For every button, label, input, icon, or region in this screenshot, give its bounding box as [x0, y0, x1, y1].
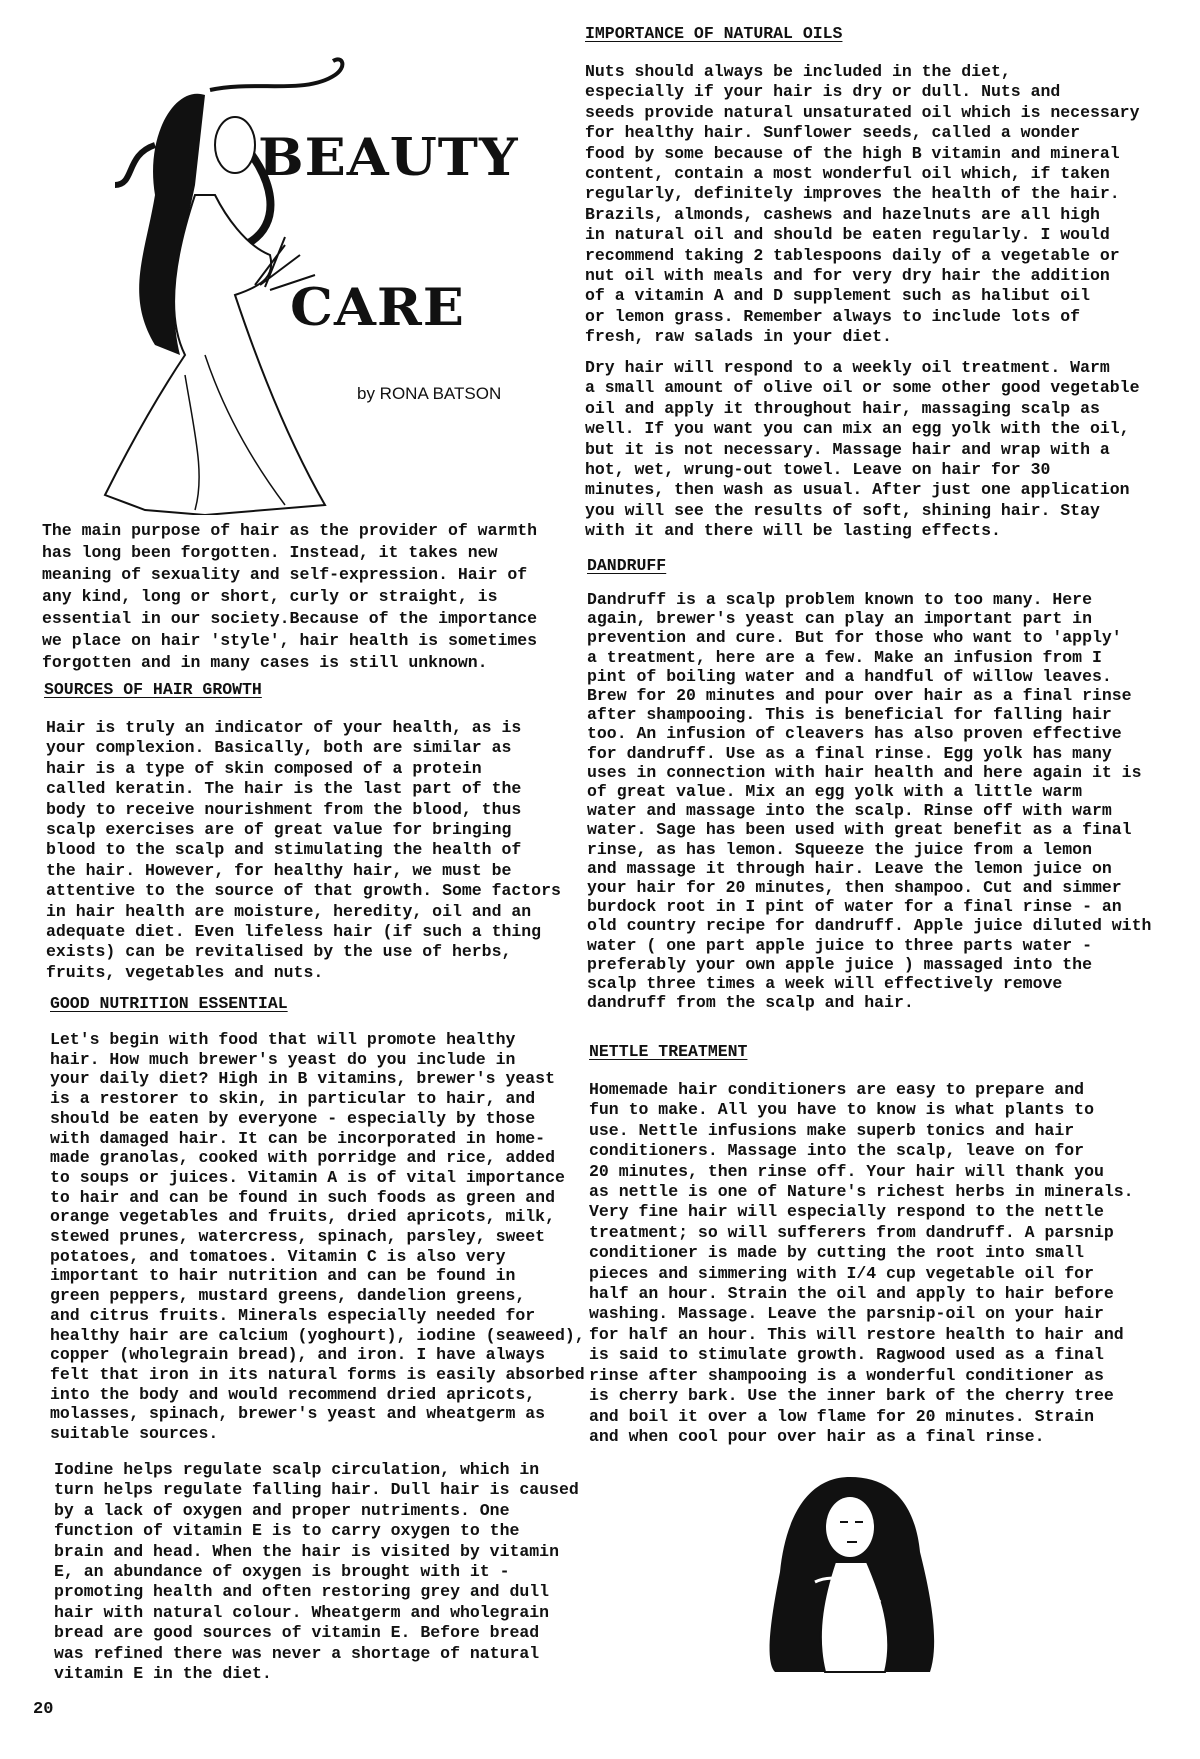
nutrition-paragraph: Let's begin with food that will promote healthy hair. How much brewer's yeast do you include in your daily diet? High in B vitamins, brewer's yeast is a restorer to skin, in particular to hair, and should be eaten by everyone - especially by those with damaged hair. It can be incorporated in home- made granolas, cooked with porridge and rice, added to soups or juices. Vitamin A is of vital importance to hair and can be found in such foods as green and orange vegetables and fruits, dried apricots, milk, stewed prunes, watercress, spinach, parsley, sweet potatoes, and tomatoes. Vitamin C is also very important to hair nutrition and can be found in green peppers, mustard greens, dandelion greens, and citrus fruits. Minerals especially needed for healthy hair are calcium (yoghourt), iodine (seaweed), copper (wholegrain bread), and iron. I have always felt that iron in its natural forms is easily absorbed into the body and would recommend dried apricots, molasses, spinach, brewer's yeast and wheatgerm as suitable sources.: [50, 1030, 585, 1444]
page-number: 20: [33, 1700, 54, 1719]
iodine-paragraph: Iodine helps regulate scalp circulation, which in turn helps regulate falling hair. Dull hair is caused by a lack of oxygen and proper nutriments. One function of vitamin E is to carry oxygen to the brain and head. When the hair is visited by vitamin E, an abundance of oxygen is brought with it - promoting health and often restoring grey and dull hair with natural colour. Wheatgerm and wholegrain bread are good sources of vitamin E. Before bread was refined there was never a shortage of natural vitamin E in the diet.: [54, 1460, 579, 1684]
heading-good-nutrition: GOOD NUTRITION ESSENTIAL: [50, 994, 288, 1013]
title-care: CARE: [290, 276, 465, 338]
heading-dandruff: DANDRUFF: [587, 556, 667, 575]
oils-paragraph: Nuts should always be included in the diet, especially if your hair is dry or dull. Nuts and seeds provide natural unsaturated oil which is necessary for healthy hair. Sunflower seeds, called a wonder food by some because of the high B vitamin and mineral content, contain a most wonderful oil which, if taken regularly, definitely improves the health of the hair. Brazils, almonds, cashews and hazelnuts are all high in natural oil and should be eaten regularly. I would recommend taking 2 tablespoons daily of a vegetable or nut oil with meals and for very dry hair the addition of a vitamin A and D supplement such as halibut oil or lemon grass. Remember always to include lots of fresh, raw salads in your diet.: [585, 62, 1140, 347]
heading-sources-of-hair-growth: SOURCES OF HAIR GROWTH: [44, 680, 262, 699]
nettle-paragraph: Homemade hair conditioners are easy to prepare and fun to make. All you have to know is what plants to use. Nettle infusions make superb tonics and hair conditioners. Massage into the scalp, leave on for 20 minutes, then rinse off. Your hair will thank you as nettle is one of Nature's richest herbs in minerals. Very fine hair will especially respond to the nettle treatment; so will sufferers from dandruff. A parsnip conditioner is made by cutting the root into small pieces and simmering with I/4 cup vegetable oil for half an hour. Strain the oil and apply to hair before washing. Massage. Leave the parsnip-oil on your hair for half an hour. This will restore health to hair and is said to stimulate growth. Ragwood used as a final rinse after shampooing is a wonderful conditioner as is cherry bark. Use the inner bark of the cherry tree and boil it over a low flame for 20 minutes. Strain and when cool pour over hair as a final rinse.: [589, 1080, 1134, 1446]
dandruff-paragraph: Dandruff is a scalp problem known to too many. Here again, brewer's yeast can play an important part in prevention and cure. But for those who want to 'apply' a treatment, here are a few. Make an infusion from I pint of boiling water and a handful of willow leaves. Brew for 20 minutes and pour over hair as a final rinse after shampooing. This is beneficial for falling hair too. An infusion of cleavers has also proven effective for dandruff. Use as a final rinse. Egg yolk has many uses in connection with hair health and here again it is of great value. Mix an egg yolk with a little warm water and massage into the scalp. Rinse off with warm water. Sage has been used with great benefit as a final rinse, as has lemon. Squeeze the juice from a lemon and massage it through hair. Leave the lemon juice on your hair for 20 minutes, then shampoo. Cut and simmer burdock root in I pint of water for a final rinse - an old country recipe for dandruff. Apple juice diluted with water ( one part apple juice to three parts water - preferably your own apple juice ) massaged into the scalp three times a week will effectively remove dandruff from the scalp and hair.: [587, 590, 1152, 1013]
byline: by RONA BATSON: [357, 384, 502, 403]
title-beauty: BEAUTY: [258, 126, 519, 188]
heading-nettle-treatment: NETTLE TREATMENT: [589, 1042, 748, 1061]
dry-hair-paragraph: Dry hair will respond to a weekly oil treatment. Warm a small amount of olive oil or some other good vegetable oil and apply it throughout hair, massaging scalp as well. If you want you can mix an egg yolk with the oil, but it is not necessary. Massage hair and wrap with a hot, wet, wrung-out towel. Leave on hair for 30 minutes, then wash as usual. After just one application you will see the results of soft, shining hair. Stay with it and there will be lasting effects.: [585, 358, 1140, 541]
sources-paragraph: Hair is truly an indicator of your health, as is your complexion. Basically, both are similar as hair is a type of skin composed of a protein called keratin. The hair is the last part of the body to receive nourishment from the blood, thus scalp exercises are of great value for bringing blood to the scalp and stimulating the health of the hair. However, for healthy hair, we must be attentive to the source of that growth. Some factors in hair health are moisture, heredity, oil and an adequate diet. Even lifeless hair (if such a thing exists) can be revitalised by the use of herbs, fruits, vegetables and nuts.: [46, 718, 561, 982]
heading-natural-oils: IMPORTANCE OF NATURAL OILS: [585, 24, 843, 43]
intro-paragraph: The main purpose of hair as the provider of warmth has long been forgotten. Instead, it takes new meaning of sexuality and self-expression. Hair of any kind, long or short, curly or straight, is essential in our society.Because of the importance we place on hair 'style', hair health is sometimes forgotten and in many cases is still unknown.: [42, 521, 538, 672]
woman-brushing-hair-illustration: [755, 1472, 950, 1677]
